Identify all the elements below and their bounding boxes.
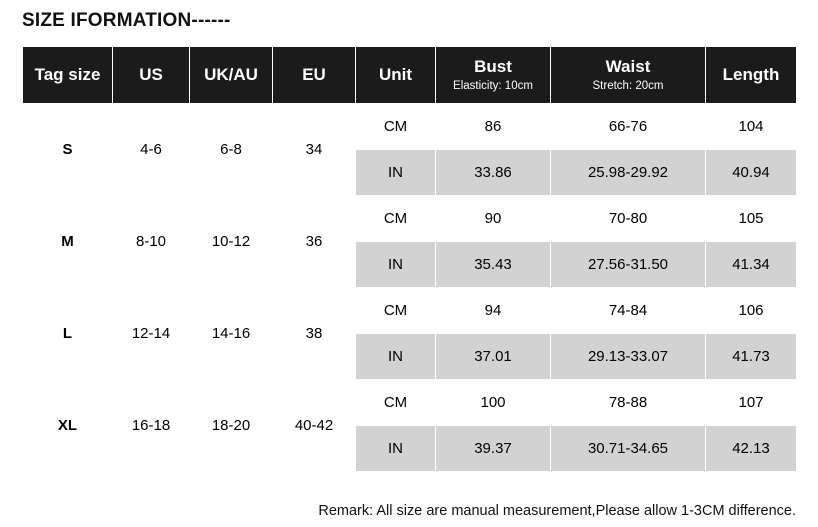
cell-us: 4-6: [113, 104, 190, 196]
header-label: Waist: [605, 57, 651, 76]
cell-waist: 25.98-29.92: [551, 150, 706, 196]
cell-unit: IN: [356, 426, 436, 472]
column-header-unit: [356, 47, 436, 104]
cell-tag-size: M: [23, 196, 113, 288]
cell-bust: 35.43: [436, 242, 551, 288]
cell-unit: CM: [356, 288, 436, 334]
cell-unit: IN: [356, 334, 436, 380]
cell-bust: 86: [436, 104, 551, 150]
cell-bust: 33.86: [436, 150, 551, 196]
cell-unit: CM: [356, 104, 436, 150]
cell-uk-au: 10-12: [190, 196, 273, 288]
cell-length: 106: [706, 288, 797, 334]
remark-text: Remark: All size are manual measurement,Please allow 1-3CM difference.: [318, 503, 796, 519]
cell-tag-size: L: [23, 288, 113, 380]
header-sublabel: Elasticity: 10cm: [453, 80, 533, 92]
table-row: [23, 288, 797, 334]
column-header-waist: [551, 47, 706, 104]
cell-bust: 100: [436, 380, 551, 426]
cell-waist: 29.13-33.07: [551, 334, 706, 380]
header-label: Bust: [474, 57, 512, 76]
size-table: [22, 46, 797, 472]
cell-uk-au: 14-16: [190, 288, 273, 380]
cell-length: 42.13: [706, 426, 797, 472]
cell-length: 105: [706, 196, 797, 242]
cell-tag-size: XL: [23, 380, 113, 472]
table-row: [23, 380, 797, 426]
cell-length: 107: [706, 380, 797, 426]
cell-waist: 70-80: [551, 196, 706, 242]
header-row: [23, 47, 797, 104]
cell-waist: 74-84: [551, 288, 706, 334]
column-header-eu: [273, 47, 356, 104]
cell-waist: 30.71-34.65: [551, 426, 706, 472]
cell-bust: 94: [436, 288, 551, 334]
table-body: [23, 104, 797, 472]
cell-eu: 34: [273, 104, 356, 196]
header-label: Length: [722, 65, 780, 84]
cell-uk-au: 18-20: [190, 380, 273, 472]
cell-us: 8-10: [113, 196, 190, 288]
cell-us: 16-18: [113, 380, 190, 472]
header-label: Unit: [378, 65, 413, 84]
cell-length: 104: [706, 104, 797, 150]
cell-eu: 36: [273, 196, 356, 288]
cell-unit: CM: [356, 380, 436, 426]
cell-length: 41.73: [706, 334, 797, 380]
table-row: [23, 196, 797, 242]
cell-tag-size: S: [23, 104, 113, 196]
column-header-tag-size: [23, 47, 113, 104]
cell-waist: 27.56-31.50: [551, 242, 706, 288]
page-title: SIZE IFORMATION------: [22, 10, 231, 31]
header-label: Tag size: [34, 65, 101, 84]
cell-length: 40.94: [706, 150, 797, 196]
cell-unit: IN: [356, 242, 436, 288]
table-row: [23, 104, 797, 150]
cell-eu: 40-42: [273, 380, 356, 472]
size-table-container: [22, 46, 796, 472]
cell-waist: 66-76: [551, 104, 706, 150]
cell-bust: 90: [436, 196, 551, 242]
cell-unit: CM: [356, 196, 436, 242]
header-label: US: [139, 65, 163, 84]
column-header-uk-au: [190, 47, 273, 104]
cell-eu: 38: [273, 288, 356, 380]
cell-bust: 37.01: [436, 334, 551, 380]
cell-unit: IN: [356, 150, 436, 196]
cell-uk-au: 6-8: [190, 104, 273, 196]
cell-bust: 39.37: [436, 426, 551, 472]
header-label: UK/AU: [204, 65, 258, 84]
header-sublabel: Stretch: 20cm: [592, 80, 664, 92]
column-header-bust: [436, 47, 551, 104]
header-label: EU: [302, 65, 326, 84]
column-header-us: [113, 47, 190, 104]
cell-length: 41.34: [706, 242, 797, 288]
cell-us: 12-14: [113, 288, 190, 380]
table-header: [23, 47, 797, 104]
cell-waist: 78-88: [551, 380, 706, 426]
column-header-length: [706, 47, 797, 104]
